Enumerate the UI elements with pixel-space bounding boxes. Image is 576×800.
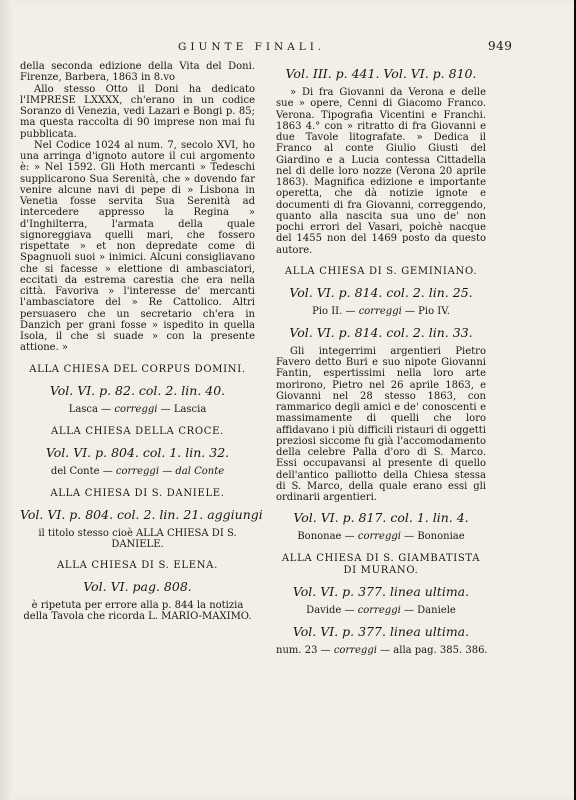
correction-replacement: Daniele (417, 605, 456, 617)
volume-reference: Vol. VI. p. 814. col. 2. lin. 33. (289, 324, 473, 340)
section-note: il titolo stesso cioè ALLA CHIESA DI S. DANIELE. (38, 527, 237, 550)
left-column (20, 61, 263, 623)
correction-original: Davide (306, 605, 342, 617)
section-heading: ALLA CHIESA DI S. GEMINIANO. (284, 265, 478, 277)
correction-replacement: dal Conte (175, 465, 225, 477)
section-heading: ALLA CHIESA DI S. GIAMBATISTA DI MURANO. (281, 553, 481, 577)
paragraph: Allo stesso Otto il Doni ha dedicato l'IMPRESE LXXXX, ch'erano in un codice Soranzo di Venezia, vedi Lazari e Bongi p. 85; ma questa raccolta di 90 imprese non mai fu pubblicata. (20, 83, 255, 140)
correction-keyword: correggi (114, 403, 158, 415)
section-heading: ALLA CHIESA DI S. ELENA. (57, 560, 218, 571)
correction-original: Lasca (68, 403, 98, 415)
paragraph: Nel Codice 1024 al num. 7, secolo XVI, ho una arringa d'ignoto autore il cui argomento è: » Nel 1592. Gli Hoth mercanti » Tedeschi supplicarono Sua Serenità, che » dovendo far venire alcune navi di pepe di » Lisbona in Venetia fosse servita Sua Serenità ad intercedere appresso la Regina » d'Inghilterra, l'armata della quale signoreggiava quelli mari, che fossero rispettate » et non depredate come di Spagnuoli suoi » inimici. Alcuni consigliavano che si facesse » elettione di ambasciatori, eccitati da estrema carestia che era nella città. Favoriva » l'interesse de' mercanti l'ambasciatore del » Re Cattolico. Altri persuasero che un secretario ch'era in Danzich per grani fosse » ispedito in quella Isola, il che si suade » con la presente attione. » (20, 139, 255, 354)
volume-reference: Vol. VI. p. 804. col. 1. lin. 32. (45, 444, 230, 460)
volume-reference: Vol. VI. p. 377. linea ultima. (292, 624, 470, 640)
correction-line: Pio II. — correggi — Pio IV. (312, 305, 450, 317)
correction-replacement: Pio IV. (418, 305, 450, 317)
paragraph: » Di fra Giovanni da Verona e delle sue » opere, Cenni di Giacomo Franco. Verona. Tipografia Vicentini e Franchi. 1863 4.° con » ritratto di fra Giovanni e due Tavole litografate. » Dedica il Franco al conte Giulio Giusti del Giardino e a Lucia contessa Cittadella nel di delle loro nozze (Verona 20 aprile 1863). Magnifica edizione e importante operetta, che dà notizie ignote e documenti di fra Giovanni, correggendo, quanto alla nascita sua uno de' non pochi errori del Vasari, poichè nacque del 1455 non del 1469 posto da questo autore. (276, 87, 486, 256)
volume-reference: Vol. VI. p. 817. col. 1. lin. 4. (293, 510, 469, 526)
page-number: 949 (488, 39, 513, 53)
volume-reference: Vol. III. p. 441. Vol. VI. p. 810. (285, 66, 477, 81)
correction-keyword: correggi (357, 605, 401, 617)
volume-reference: Vol. VI. pag. 808. (83, 579, 192, 594)
correction-original: Bononae (297, 531, 342, 543)
paragraph: della seconda edizione della Vita del Doni. Firenze, Barbera, 1863 in 8.vo (20, 61, 255, 84)
correction-line: Lasca — correggi — Lascia (68, 403, 207, 415)
correction-original: num. 23 (276, 645, 318, 657)
volume-reference: Vol. VI. p. 377. linea ultima. (292, 584, 470, 600)
correction-replacement: Bononiae (417, 531, 465, 543)
correction-line: Bononae — correggi — Bononiae (297, 531, 465, 543)
section-note: è ripetuta per errore alla p. 844 la notizia della Tavola che ricorda L. MARIO-MAXIMO. (23, 600, 252, 623)
correction-keyword: correggi (115, 465, 160, 477)
correction-replacement: Lascia (173, 403, 207, 415)
correction-keyword: correggi (358, 305, 402, 317)
paragraph: Gli integerrimi argentieri Pietro Favero detto Buri e suo nipote Giovanni Fantin, espertissimi nella loro arte morirono, Pietro nel 26 aprile 1863, e Giovanni nel 28 stesso 1863, con rammarico degli amici e de' conoscenti e massimamente di quelli che loro affidavano i più difficili ristauri di oggetti preziosi siccome fu già l'accomodamento della celebre Palla d'oro di S. Marco. Essi occupavansi al presente di quello dell'antico palliotto della Chiesa stessa di S. Marco, della quale erano essi gli ordinarii argentieri. (276, 345, 486, 503)
volume-reference: Vol. VI. p. 82. col. 2. lin. 40. (49, 382, 226, 398)
correction-original: del Conte (50, 465, 100, 477)
volume-reference: Vol. VI. p. 814. col. 2. lin. 25. (289, 284, 473, 300)
section-heading: ALLA CHIESA DI S. DANIELE. (50, 487, 225, 499)
correction-keyword: correggi (357, 531, 401, 543)
correction-keyword: correggi (333, 645, 377, 657)
right-column (276, 61, 486, 661)
volume-reference: Vol. VI. p. 804. col. 2. lin. 21. aggiungi (20, 506, 263, 522)
correction-replacement: alla pag. 385. 386. (393, 645, 488, 657)
correction-line: num. 23 — correggi — alla pag. 385. 386. (276, 645, 488, 657)
section-heading: ALLA CHIESA DEL CORPUS DOMINI. (29, 363, 246, 375)
correction-line: Davide — correggi — Daniele (306, 605, 456, 617)
page-gutter-shadow (0, 0, 14, 800)
correction-line: del Conte — correggi — dal Conte (50, 465, 225, 477)
page-header (0, 41, 574, 57)
section-heading: ALLA CHIESA DELLA CROCE. (50, 425, 225, 437)
correction-original: Pio II. (312, 305, 343, 317)
running-title: GIUNTE FINALI. (178, 41, 326, 53)
